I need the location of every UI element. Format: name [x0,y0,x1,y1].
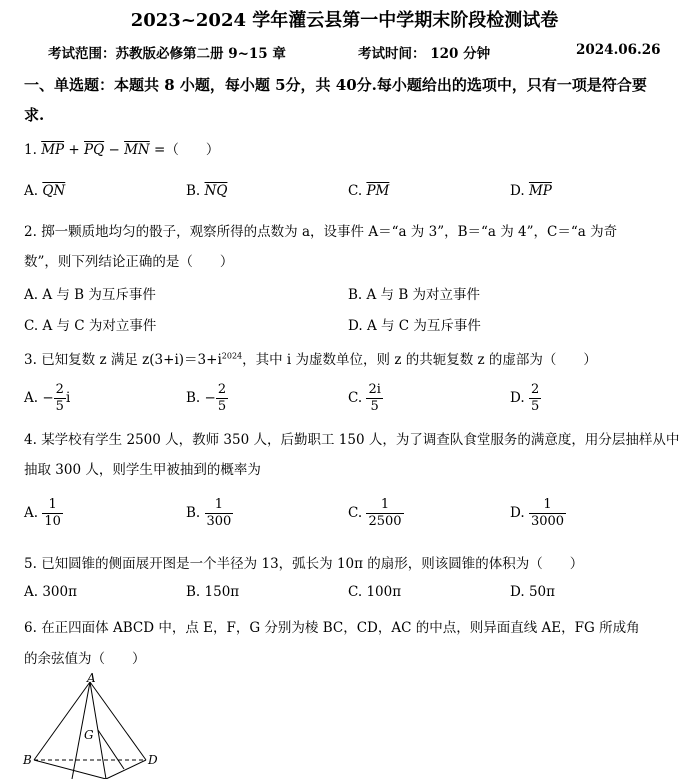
question-1-option-a: A. $\overline{QN}$ [24,183,66,199]
vertex-label-g: G [84,728,94,742]
question-1-tail: =（ ） [154,142,220,158]
question-5-stem: 5. 已知圆锥的侧面展开图是一个半径为 13，弧长为 10π 的扇形，则该圆锥的体积为（ ） [24,556,584,572]
question-1-option-d: D. $\overline{MP}$ [510,183,552,199]
question-2-stem-line1: 2. 掷一颗质地均匀的骰子，观察所得的点数为 a，设事件 A＝“a 为 3”，B＝“a 为 4”，C＝“a 为奇 [24,224,618,240]
vertex-label-d: D [148,753,158,767]
question-1-stem [24,138,219,158]
vector-mn: $\overline{MN}$ [124,142,150,158]
question-1-number: 1. [24,142,37,158]
question-2-stem-line2: 数”，则下列结论正确的是（ ） [24,254,234,270]
exam-scope: 考试范围：苏教版必修第二册 9~15 章 [48,46,286,62]
question-6-stem-line1: 6. 在正四面体 ABCD 中，点 E，F，G 分别为棱 BC，CD，AC 的中点，则异面直线 AE，FG 所成角 [24,620,640,636]
minus-sign: − [108,142,120,158]
question-4-stem-line2: 抽取 300 人，则学生甲被抽到的概率为 [24,462,261,478]
question-3-option-d: D. $\frac{2}{5}$ [510,382,540,414]
vector-mp: $\overline{MP}$ [41,142,65,158]
section-heading-line2: 求. [24,106,45,124]
tetrahedron-figure [20,672,180,779]
question-4-stem-line1: 4. 某学校有学生 2500 人，教师 350 人，后勤职工 150 人，为了调查队食堂服务的满意度，用分层抽样从中 [24,432,680,448]
question-3-option-c: C. $\frac{2i}{5}$ [348,382,381,414]
question-3-stem: 3. 已知复数 z 满足 $z(3+i)=3+i^{2024}$，其中 i 为虚数单位，则 z 的共轭复数 z 的虚部为（ ） [24,351,597,368]
question-1-option-b: B. $\overline{NQ}$ [186,183,228,199]
question-1-option-c: C. $\overline{PM}$ [348,183,390,199]
exam-date: 2024.06.26 [576,42,661,58]
edge-bc [34,760,106,779]
question-2-option-a: A. A 与 B 为互斥事件 [24,287,156,303]
exam-title: 2023~2024 学年灌云县第一中学期末阶段检测试卷 [130,10,559,31]
question-4-option-c: C. $\frac{1}{2500}$ [348,497,402,529]
edge-ad [90,682,146,760]
question-5-option-b: B. 150π [186,584,240,600]
question-3-option-a: A. − $\frac{2}{5}$ i [24,382,71,414]
question-2-option-b: B. A 与 B 为对立事件 [348,287,481,303]
question-2-option-c: C. A 与 C 为对立事件 [24,318,157,334]
question-4-option-d: D. $\frac{1}{3000}$ [510,497,565,529]
question-3-option-b: B. − $\frac{2}{5}$ [186,382,227,414]
exam-time: 考试时间： 120 分钟 [358,46,491,62]
question-2-option-d: D. A 与 C 为互斥事件 [348,318,481,334]
vector-pq: $\overline{PQ}$ [84,142,105,158]
vertex-label-a: A [87,672,96,685]
edge-dc [106,760,146,779]
plus-sign: + [68,142,80,158]
question-5-option-a: A. 300π [24,584,77,600]
question-5-option-d: D. 50π [510,584,555,600]
question-4-option-b: B. $\frac{1}{300}$ [186,497,232,529]
section-heading-line1: 一、单选题：本题共 8 小题，每小题 5分，共 40分.每小题给出的选项中，只有一项是符合要 [24,76,647,94]
question-5-option-c: C. 100π [348,584,402,600]
segment-fg [98,730,124,769]
vertex-label-b: B [23,753,32,767]
question-4-option-a: A. $\frac{1}{10}$ [24,497,61,529]
question-6-stem-line2: 的余弦值为（ ） [24,651,146,667]
edge-ab [34,682,90,760]
